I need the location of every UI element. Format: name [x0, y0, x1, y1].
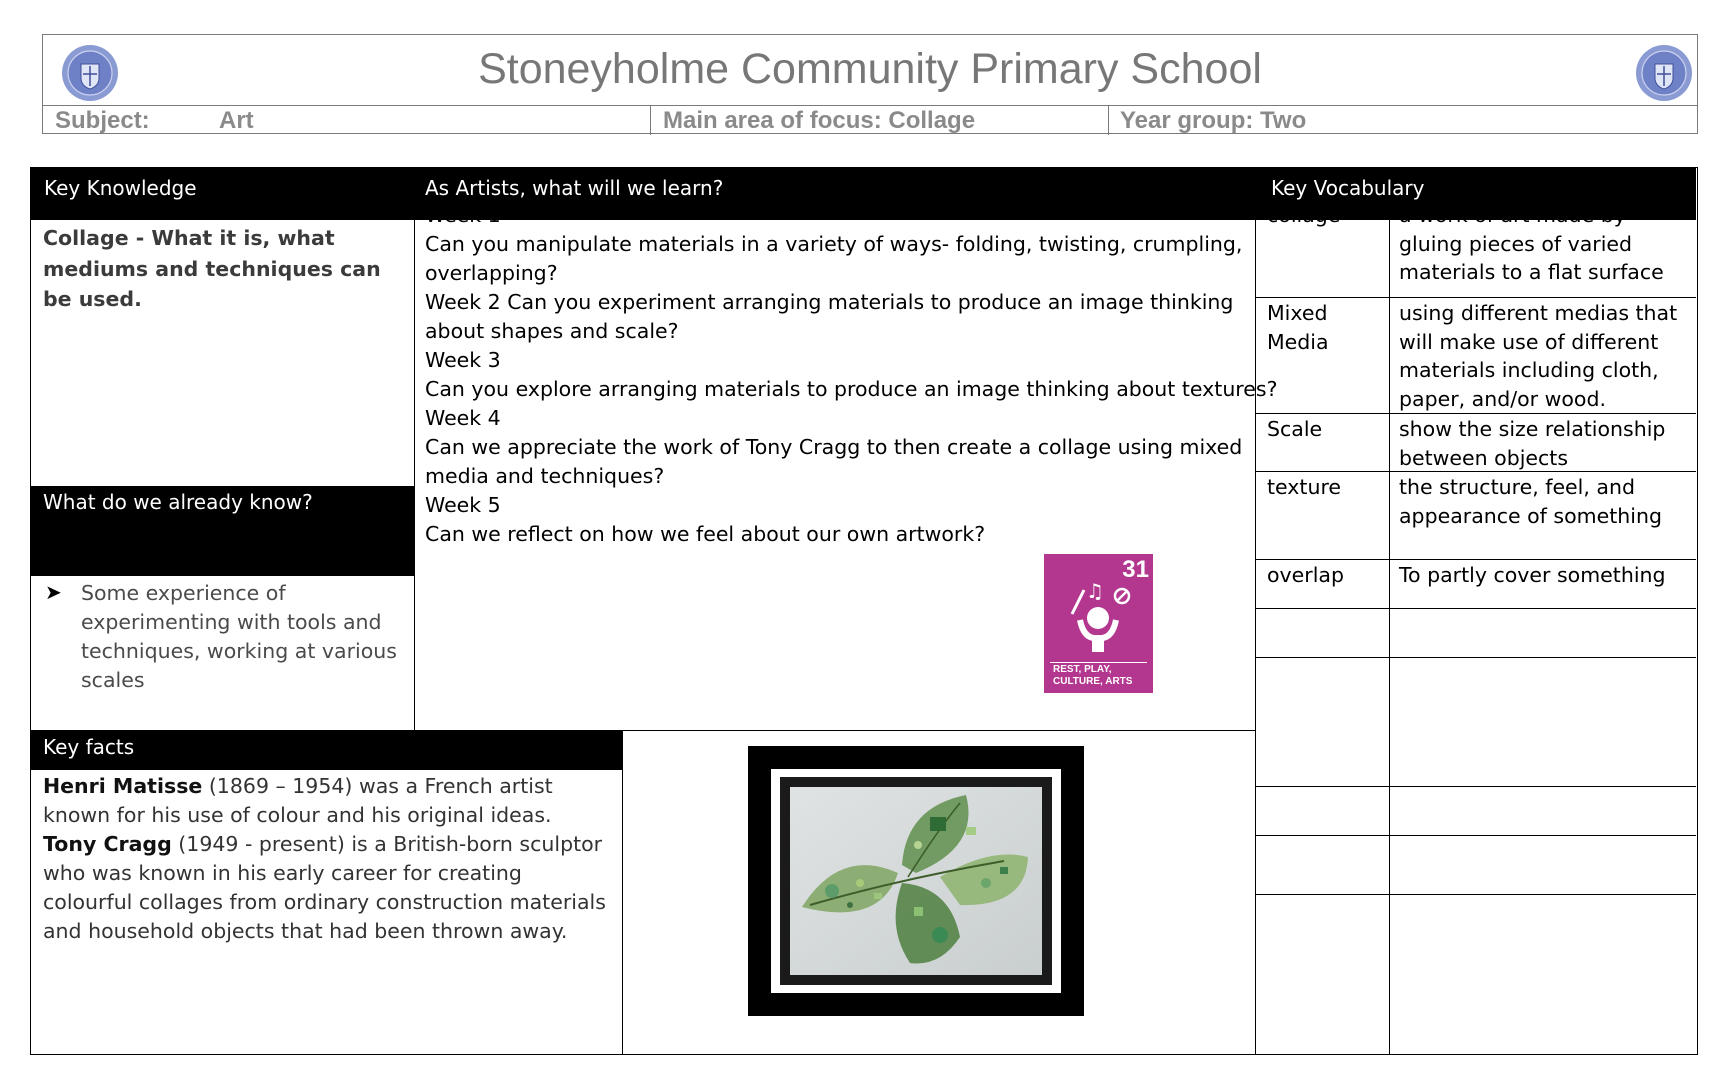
vocab-term: Scale	[1267, 417, 1323, 441]
learn-body	[425, 201, 1278, 549]
key-facts-heading: Key facts	[43, 735, 135, 759]
vocab-term: overlap	[1267, 563, 1344, 587]
vocab-definition: To partly cover something	[1399, 563, 1666, 587]
school-crest-icon	[1635, 44, 1693, 102]
learn-line: Week 3	[425, 348, 501, 372]
rest-play-culture-arts-badge	[1044, 554, 1153, 693]
learn-line: Can we reflect on how we feel about our own artwork?	[425, 522, 986, 546]
header-info-row	[43, 105, 1697, 135]
bullet-arrow-icon: ➤	[45, 580, 62, 604]
already-know-item: Some experience of experimenting with tools and techniques, working at various scales	[81, 581, 397, 692]
badge-caption: REST, PLAY, CULTURE, ARTS	[1053, 664, 1133, 687]
learn-line: overlapping?	[425, 261, 558, 285]
already-know-bar	[31, 486, 415, 576]
leaf-collage-artwork	[790, 787, 1042, 975]
learn-line: Can you manipulate materials in a variety of ways- folding, twisting, crumpling,	[425, 232, 1243, 256]
vocab-term: texture	[1267, 475, 1342, 499]
learn-line: about shapes and scale?	[425, 319, 679, 343]
key-knowledge-heading: Key Knowledge	[44, 176, 197, 200]
child-music-icon	[1062, 568, 1134, 654]
key-knowledge-body: Collage - What it is, what mediums and techniques can be used.	[43, 226, 381, 311]
learn-line: Can you explore arranging materials to produce an image thinking about textures?	[425, 377, 1278, 401]
svg-text:♫: ♫	[1086, 579, 1104, 603]
vocab-definition: using different medias that will make use of different materials including cloth, paper, and/or wood.	[1399, 301, 1678, 411]
knowledge-organiser-grid	[30, 167, 1698, 1055]
learn-line: Can we appreciate the work of Tony Cragg to then create a collage using mixed	[425, 435, 1243, 459]
vocab-definition: a work of art made by gluing pieces of varied materials to a flat surface	[1399, 203, 1664, 284]
vocab-definition: show the size relationship between objects	[1399, 417, 1666, 470]
year-group-label: Year group: Two	[1120, 107, 1307, 134]
vocab-term: Mixed Media	[1267, 301, 1329, 354]
learn-line: Week 5	[425, 493, 501, 517]
key-facts-bar	[31, 730, 623, 770]
subject-label: Subject:	[55, 107, 150, 134]
vocab-heading: Key Vocabulary	[1271, 176, 1425, 200]
learn-line: Week 4	[425, 406, 501, 430]
badge-number: 31	[1122, 556, 1149, 583]
focus-label: Main area of focus: Collage	[663, 107, 976, 134]
learn-heading: As Artists, what will we learn?	[425, 176, 724, 200]
school-header	[42, 34, 1698, 134]
vocab-definition: the structure, feel, and appearance of something	[1399, 475, 1662, 528]
school-title: Stoneyholme Community Primary School	[478, 45, 1262, 93]
fact-matisse: Henri Matisse (1869 – 1954) was a French artist known for his use of colour and his original ideas.	[43, 774, 553, 827]
subject-value: Art	[219, 107, 254, 134]
key-facts-body	[43, 772, 613, 946]
artwork-frame	[748, 746, 1084, 1016]
fact-cragg: Tony Cragg (1949 - present) is a British-born sculptor who was known in his early career for creating colourful collages from ordinary construction materials and household objects that had been thrown away.	[43, 832, 606, 943]
already-know-heading: What do we already know?	[43, 490, 313, 514]
learn-line: Week 1	[425, 203, 501, 227]
learn-line: media and techniques?	[425, 464, 665, 488]
vocab-term: collage	[1267, 203, 1341, 227]
learn-line: Week 2 Can you experiment arranging materials to produce an image thinking	[425, 290, 1234, 314]
